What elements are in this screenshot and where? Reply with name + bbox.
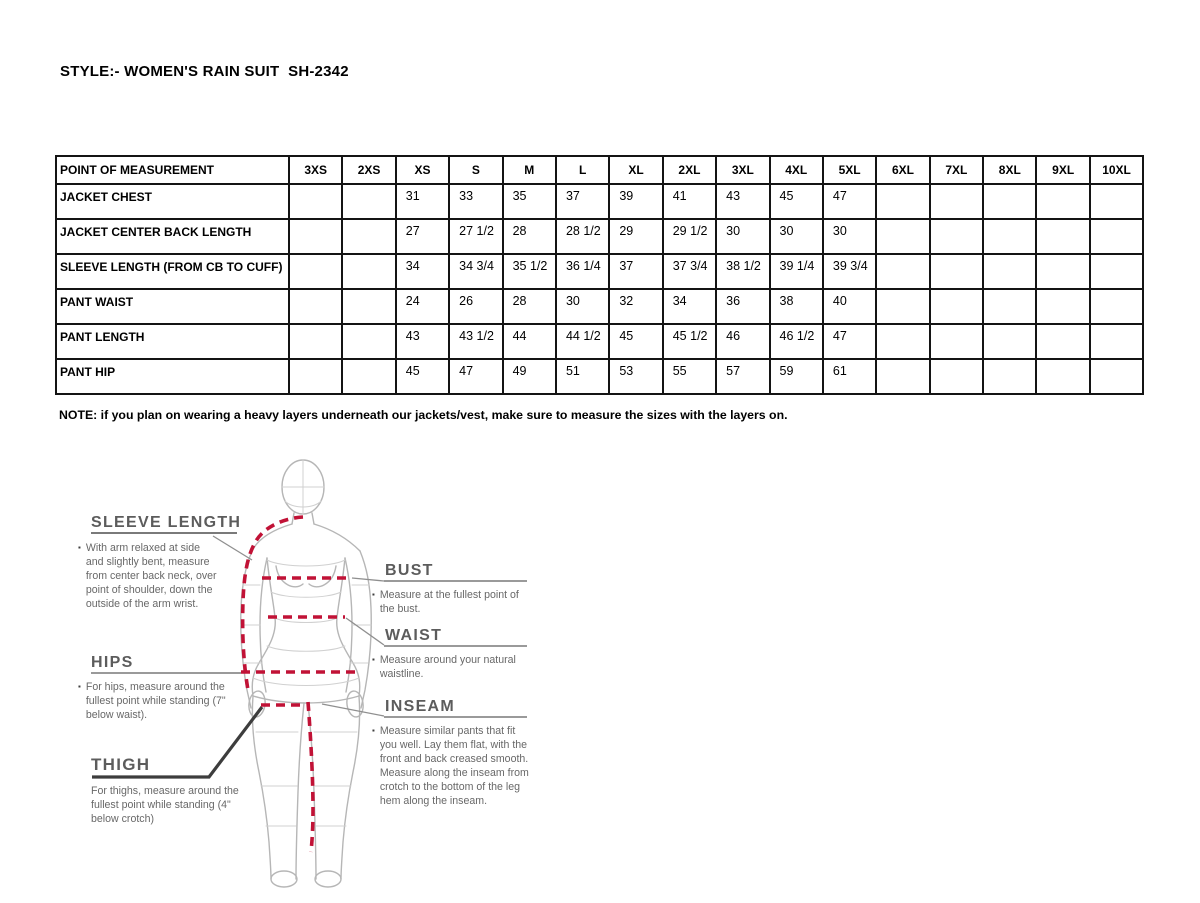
size-value-cell: 41 bbox=[663, 184, 716, 219]
thigh-description: For thighs, measure around the fullest point while standing (4" below crotch) bbox=[91, 785, 239, 825]
size-value-cell: 44 1/2 bbox=[556, 324, 609, 359]
size-value-cell: 53 bbox=[609, 359, 662, 394]
size-value-cell: 45 1/2 bbox=[663, 324, 716, 359]
col-header-size-7XL: 7XL bbox=[930, 156, 983, 184]
row-label: SLEEVE LENGTH (FROM CB TO CUFF) bbox=[56, 254, 289, 289]
size-value-cell: 45 bbox=[609, 324, 662, 359]
size-value-cell: 27 bbox=[396, 219, 449, 254]
size-value-cell: 43 1/2 bbox=[449, 324, 502, 359]
size-value-cell: 37 3/4 bbox=[663, 254, 716, 289]
size-value-cell: 37 bbox=[556, 184, 609, 219]
size-value-cell: 49 bbox=[503, 359, 556, 394]
size-value-cell: 47 bbox=[449, 359, 502, 394]
size-value-cell: 24 bbox=[396, 289, 449, 324]
size-value-cell: 57 bbox=[716, 359, 769, 394]
size-value-cell: 38 bbox=[770, 289, 823, 324]
size-value-cell: 40 bbox=[823, 289, 876, 324]
size-value-cell: 61 bbox=[823, 359, 876, 394]
size-value-cell: 34 3/4 bbox=[449, 254, 502, 289]
sleeve-length-heading: SLEEVE LENGTH bbox=[91, 514, 242, 531]
size-value-cell: 45 bbox=[396, 359, 449, 394]
size-value-cell: 46 bbox=[716, 324, 769, 359]
col-header-size-8XL: 8XL bbox=[983, 156, 1036, 184]
bullet-icon: ▪ bbox=[78, 543, 81, 552]
size-value-cell: 31 bbox=[396, 184, 449, 219]
inseam-measure-line bbox=[308, 702, 313, 852]
row-label: JACKET CHEST bbox=[56, 184, 289, 219]
bullet-icon: ▪ bbox=[78, 682, 81, 691]
waist-description: ▪ Measure around your natural waistline. bbox=[372, 654, 516, 680]
size-value-cell: 36 bbox=[716, 289, 769, 324]
col-header-size-4XL: 4XL bbox=[770, 156, 823, 184]
inseam-leader-line bbox=[322, 704, 384, 716]
size-value-cell: 59 bbox=[770, 359, 823, 394]
row-label: PANT LENGTH bbox=[56, 324, 289, 359]
size-value-cell: 38 1/2 bbox=[716, 254, 769, 289]
size-value-cell: 39 3/4 bbox=[823, 254, 876, 289]
size-value-cell: 34 bbox=[663, 289, 716, 324]
size-value-cell: 47 bbox=[823, 184, 876, 219]
size-value-cell: 28 1/2 bbox=[556, 219, 609, 254]
size-value-cell: 39 bbox=[609, 184, 662, 219]
size-value-cell: 30 bbox=[556, 289, 609, 324]
size-value-cell: 27 1/2 bbox=[449, 219, 502, 254]
size-value-cell: 47 bbox=[823, 324, 876, 359]
size-value-cell: 28 bbox=[503, 289, 556, 324]
col-header-size-2XL: 2XL bbox=[663, 156, 716, 184]
size-value-cell: 29 1/2 bbox=[663, 219, 716, 254]
col-header-size-10XL: 10XL bbox=[1090, 156, 1143, 184]
size-value-cell: 39 1/4 bbox=[770, 254, 823, 289]
size-value-cell: 34 bbox=[396, 254, 449, 289]
col-header-size-M: M bbox=[503, 156, 556, 184]
page-title: STYLE:- WOMEN'S RAIN SUIT SH-2342 bbox=[60, 63, 349, 80]
size-value-cell: 45 bbox=[770, 184, 823, 219]
measure-lines bbox=[241, 517, 359, 852]
col-header-size-3XL: 3XL bbox=[716, 156, 769, 184]
size-value-cell: 35 bbox=[503, 184, 556, 219]
bullet-icon: ▪ bbox=[372, 655, 375, 664]
size-value-cell: 51 bbox=[556, 359, 609, 394]
col-header-size-S: S bbox=[449, 156, 502, 184]
col-header-size-9XL: 9XL bbox=[1036, 156, 1089, 184]
row-label: JACKET CENTER BACK LENGTH bbox=[56, 219, 289, 254]
bullet-icon: ▪ bbox=[372, 590, 375, 599]
bust-heading: BUST bbox=[385, 562, 434, 579]
size-value-cell: 32 bbox=[609, 289, 662, 324]
size-value-cell: 30 bbox=[770, 219, 823, 254]
inseam-heading: INSEAM bbox=[385, 698, 456, 715]
size-value-cell: 44 bbox=[503, 324, 556, 359]
row-label: PANT HIP bbox=[56, 359, 289, 394]
bust-description: ▪ Measure at the fullest point of the bust. bbox=[372, 589, 519, 615]
size-value-cell: 26 bbox=[449, 289, 502, 324]
size-value-cell: 33 bbox=[449, 184, 502, 219]
col-header-size-XL: XL bbox=[609, 156, 662, 184]
hips-heading: HIPS bbox=[91, 654, 134, 671]
size-value-cell: 35 1/2 bbox=[503, 254, 556, 289]
size-value-cell: 30 bbox=[823, 219, 876, 254]
size-value-cell: 55 bbox=[663, 359, 716, 394]
row-label: PANT WAIST bbox=[56, 289, 289, 324]
col-header-size-L: L bbox=[556, 156, 609, 184]
size-value-cell: 30 bbox=[716, 219, 769, 254]
col-header-size-6XL: 6XL bbox=[876, 156, 929, 184]
size-value-cell: 46 1/2 bbox=[770, 324, 823, 359]
waist-heading: WAIST bbox=[385, 627, 443, 644]
col-header-size-3XS: 3XS bbox=[289, 156, 342, 184]
col-header-size-5XL: 5XL bbox=[823, 156, 876, 184]
sleeve-length-description: ▪ With arm relaxed at side and slightly bent, measure from center back neck, over point of shoulder, down the outside of the arm wrist. bbox=[78, 542, 217, 610]
col-header-point-of-measurement: POINT OF MEASUREMENT bbox=[56, 156, 289, 184]
col-header-size-2XS: 2XS bbox=[342, 156, 395, 184]
thigh-heading: THIGH bbox=[91, 755, 151, 774]
size-value-cell: 37 bbox=[609, 254, 662, 289]
bullet-icon: ▪ bbox=[372, 726, 375, 735]
size-value-cell: 43 bbox=[716, 184, 769, 219]
note-text: NOTE: if you plan on wearing a heavy layers underneath our jackets/vest, make sure to measure the sizes with the layers on. bbox=[59, 408, 788, 422]
size-value-cell: 28 bbox=[503, 219, 556, 254]
hips-description: ▪ For hips, measure around the fullest point while standing (7" below waist). bbox=[78, 681, 226, 721]
size-value-cell: 43 bbox=[396, 324, 449, 359]
size-value-cell: 29 bbox=[609, 219, 662, 254]
size-value-cell: 36 1/4 bbox=[556, 254, 609, 289]
inseam-description: ▪ Measure similar pants that fit you well. Lay them flat, with the front and back creased smooth. Measure along the inseam from crotch to the bottom of the leg hem along the inseam. bbox=[372, 725, 529, 807]
col-header-size-XS: XS bbox=[396, 156, 449, 184]
